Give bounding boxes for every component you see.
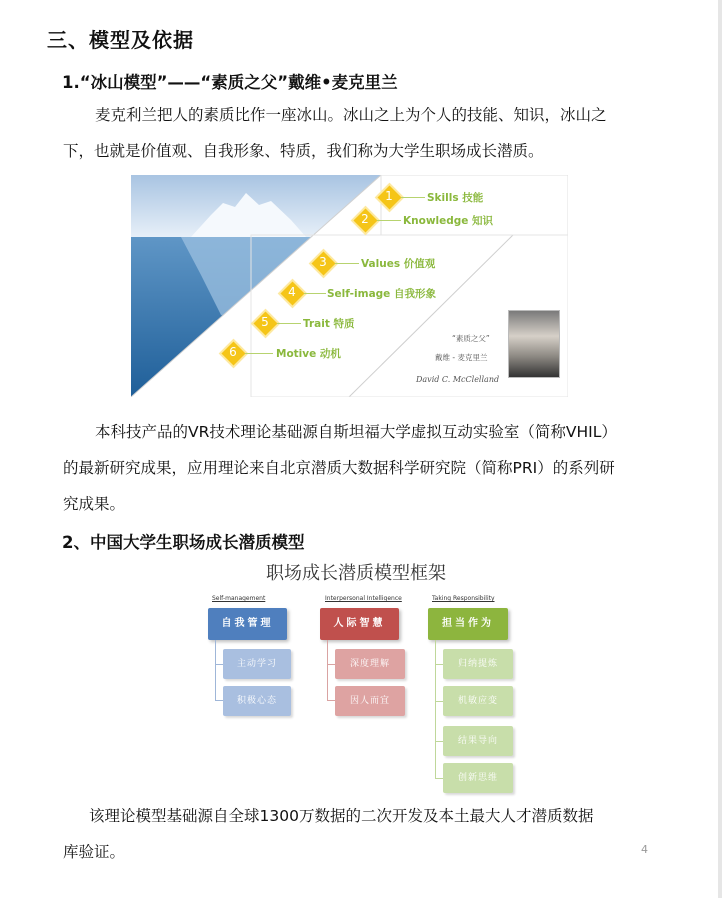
category-en-label: Taking Responsibility (432, 595, 495, 602)
iceberg-label-trait: Trait 特质 (303, 318, 355, 330)
connector-line (327, 640, 328, 700)
section1-para-line1: 麦克利兰把人的素质比作一座冰山。冰山之上为个人的技能、知识，冰山之 (95, 106, 607, 124)
leader-line (245, 353, 273, 354)
category-en-label: Interpersonal Intelligence (325, 595, 402, 602)
section1-para-line2: 下，也就是价值观、自我形象、特质，我们称为大学生职场成长潜质。 (63, 142, 544, 160)
number-label-5: 5 (261, 315, 269, 329)
section2-heading: 2、中国大学生职场成长潜质模型 (62, 533, 305, 552)
closing-para-line1: 该理论模型基础源自全球1300万数据的二次开发及本土最大人才潜质数据 (89, 807, 594, 825)
leader-line (401, 197, 425, 198)
leader-line (377, 220, 401, 221)
connector-line (327, 700, 335, 701)
page-number: 4 (641, 843, 648, 856)
category-en-label: Self-management (212, 595, 266, 602)
body-para-line1: 本科技产品的VR技术理论基础源自斯坦福大学虚拟互动实验室（简称VHIL） (95, 423, 617, 441)
signature: David C. McClelland (416, 375, 500, 384)
connector-line (435, 778, 443, 779)
framework-title: 职场成长潜质模型框架 (266, 563, 446, 584)
connector-line (215, 700, 223, 701)
connector-line (215, 640, 216, 700)
leader-line (277, 323, 301, 324)
category-taking-responsibility: 担当作为 (428, 608, 508, 640)
leader-line (335, 263, 359, 264)
sub-item: 因人而宜 (335, 686, 405, 716)
sub-item: 结果导向 (443, 726, 513, 756)
number-label-3: 3 (319, 255, 327, 269)
connector-line (327, 664, 335, 665)
number-label-1: 1 (385, 189, 393, 203)
iceberg-label-knowledge: Knowledge 知识 (403, 215, 494, 227)
iceberg-label-skills: Skills 技能 (427, 192, 484, 204)
father-title: “素质之父” (452, 334, 490, 343)
number-label-6: 6 (229, 345, 237, 359)
connector-line (435, 701, 443, 702)
page-edge (718, 0, 722, 898)
sub-item: 创新思维 (443, 763, 513, 793)
iceberg-figure (131, 175, 568, 397)
body-para-line2: 的最新研究成果，应用理论来自北京潜质大数据科学研究院（简称PRI）的系列研 (63, 459, 615, 477)
section-title: 三、模型及依据 (47, 28, 194, 52)
connector-line (435, 741, 443, 742)
iceberg-label-motive: Motive 动机 (276, 348, 341, 360)
sub-item: 积极心态 (223, 686, 291, 716)
category-interpersonal: 人际智慧 (320, 608, 399, 640)
mcclelland-portrait (508, 310, 560, 378)
sub-item: 机敏应变 (443, 686, 513, 716)
father-name: 戴维 - 麦克里兰 (435, 353, 488, 362)
category-self-management: 自我管理 (208, 608, 287, 640)
section1-heading: 1.“冰山模型”——“素质之父”戴维•麦克里兰 (62, 73, 398, 92)
connector-line (215, 664, 223, 665)
number-label-4: 4 (288, 285, 296, 299)
number-label-2: 2 (361, 212, 369, 226)
connector-line (435, 640, 436, 778)
closing-para-line2: 库验证。 (63, 843, 126, 861)
leader-line (304, 293, 326, 294)
sub-item: 归纳提炼 (443, 649, 513, 679)
sub-item: 深度理解 (335, 649, 405, 679)
connector-line (435, 664, 443, 665)
sub-item: 主动学习 (223, 649, 291, 679)
body-para-line3: 究成果。 (63, 495, 126, 513)
iceberg-label-self-image: Self-image 自我形象 (327, 288, 436, 300)
iceberg-label-values: Values 价值观 (361, 258, 436, 270)
